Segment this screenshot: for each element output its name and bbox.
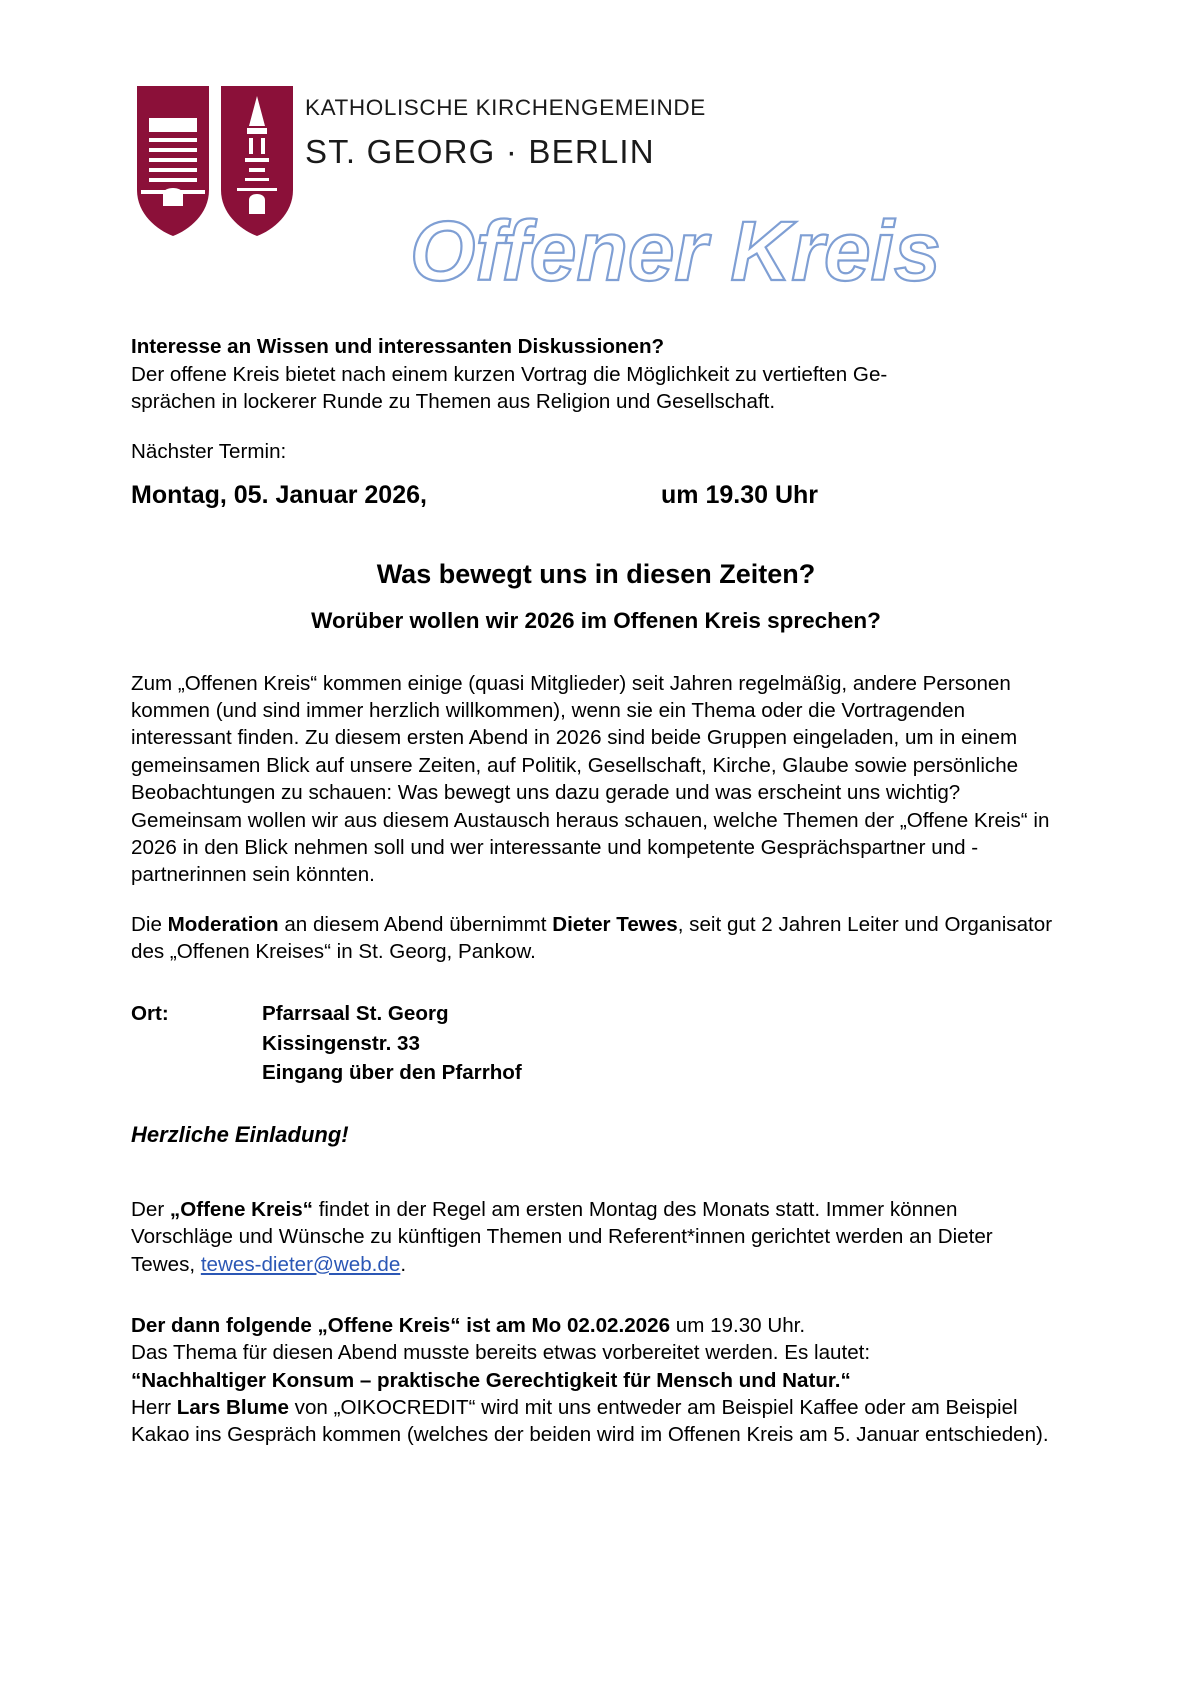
church-line-1: KATHOLISCHE KIRCHENGEMEINDE [305,95,706,120]
next-meeting-rest: um 19.30 Uhr. [670,1313,806,1337]
moderation-pre: Die [131,912,168,936]
body-paragraph-1: Zum „Offenen Kreis“ kommen einige (quasi Mitglieder) seit Jahren regelmäßig, andere Personen kommen (und sind immer herzlich willkommen), wenn sie ein Thema oder die Vortragenden interessant finden. Zu diesem ersten Abend in 2026 sind beide Gruppen eingeladen, um in einem gemeinsamen Blick auf unsere Zeiten, auf Politik, Gesellschaft, Kirche, Glaube sowie persönliche Beobachtungen zu schauen: Was bewegt uns dazu gerade und was erscheint uns wichtig? [131,671,1019,805]
speaker-paragraph [131,1394,1061,1449]
church-name-block [305,96,1005,170]
parish-crest-logo [133,82,301,242]
speaker-post: von „OIKOCREDIT“ wird mit uns entweder am Beispiel Kaffee oder am Beispiel Kakao ins Gespräch kommen (welches der beiden wird im Offenen Kreis am 5. Januar entschieden). [131,1396,1049,1447]
regular-bold: „Offene Kreis“ [169,1197,313,1221]
location-line-1: Pfarrsaal St. Georg [262,1002,449,1026]
regular-schedule-paragraph [131,1196,1061,1278]
next-theme-title: “Nachhaltiger Konsum – praktische Gerechtigkeit für Mensch und Natur.“ [131,1368,851,1392]
next-date-row [131,479,1061,512]
moderation-paragraph [131,911,1061,966]
regular-post: findet in der Regel am ersten Montag des Monats statt. Immer können Vorschläge und Wünsche zu künftigen Themen und Referent*innen gerichtet werden an Dieter Tewes, [131,1197,993,1276]
moderation-word: Moderation [167,912,279,936]
preparation-line: Das Thema für diesen Abend musste bereits etwas vorbereitet werden. Es lautet: [131,1341,871,1365]
intro-paragraph-line-1: Der offene Kreis bietet nach einem kurzen Vortrag die Möglichkeit zu vertieften Ge- [131,362,888,386]
topic-headline: Was bewegt uns in diesen Zeiten? [376,559,816,590]
next-meeting-paragraph [131,1312,1061,1339]
svg-text:Offener Kreis: Offener Kreis [410,204,941,298]
location-line-3: Eingang über den Pfarrhof [262,1060,522,1084]
speaker-pre: Herr [131,1396,177,1420]
topic-subheadline: Worüber wollen wir 2026 im Offenen Kreis sprechen? [311,608,881,634]
location-block [131,999,1061,1087]
offener-kreis-title [400,198,1160,308]
location-label: Ort: [131,1002,169,1026]
body-paragraph-2: Gemeinsam wollen wir aus diesem Austausch heraus schauen, welche Themen der „Offene Kreis“ in 2026 in den Blick nehmen soll und wer interessante und kompetente Gesprächspartner und -partnerinnen sein könnten. [131,808,1050,887]
intro-paragraph-line-2: sprächen in lockerer Runde zu Themen aus Religion und Gesellschaft. [131,390,776,414]
next-meeting-bold: Der dann folgende „Offene Kreis“ ist am Mo 02.02.2026 [131,1313,671,1337]
invitation-text: Herzliche Einladung! [131,1122,349,1148]
speaker-name: Lars Blume [176,1396,289,1420]
next-date-value: Montag, 05. Januar 2026, [131,480,427,509]
church-line-2: ST. GEORG · BERLIN [305,132,655,170]
next-time-value: um 19.30 Uhr [661,480,819,509]
intro-question: Interesse an Wissen und interessanten Diskussionen? [131,335,665,358]
location-line-2: Kissingenstr. 33 [262,1031,420,1055]
flyer-content [131,334,1061,1449]
contact-email-link[interactable]: tewes-dieter@web.de [200,1252,401,1276]
moderation-mid: an diesem Abend übernimmt [278,912,553,936]
moderator-name: Dieter Tewes [552,912,678,936]
regular-pre: Der [131,1197,170,1221]
regular-end: . [400,1252,407,1276]
next-date-label: Nächster Termin: [131,439,287,463]
moderation-post: , seit gut 2 Jahren Leiter und Organisator des „Offenen Kreises“ in St. Georg, Pankow. [131,912,1053,964]
